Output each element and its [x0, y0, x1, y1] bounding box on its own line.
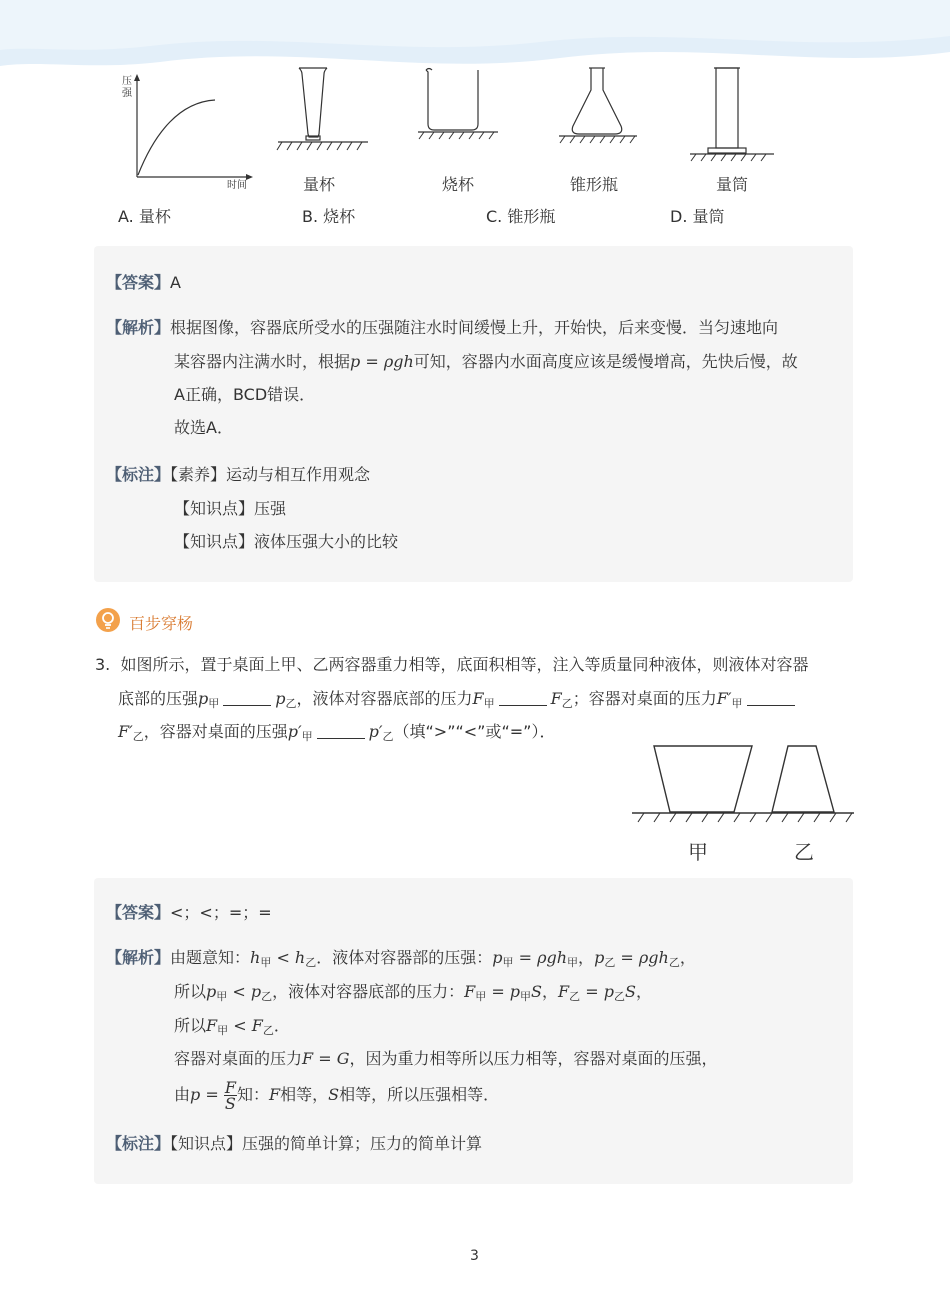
option-b: B. 烧杯	[302, 207, 356, 226]
note3-line-1: 【标注】【知识点】压强的简单计算；压力的简单计算	[106, 1134, 483, 1153]
option-d: D. 量筒	[670, 207, 725, 226]
caption-conical-flask: 锥形瓶	[570, 175, 619, 194]
caption-beaker: 烧杯	[442, 175, 475, 194]
answer-line: 【答案】A	[106, 273, 181, 292]
option-c: C. 锥形瓶	[486, 207, 556, 226]
note-line-3: 【知识点】液体压强大小的比较	[174, 532, 399, 551]
question-3-line-3: $F'_乙$，容器对桌面的压强$p'_甲$ $p'_乙$（填“>”“<”或“=”）．	[118, 722, 556, 743]
containers-figure	[630, 740, 856, 830]
analysis3-line-2: 所以$p_甲 < p_乙$，液体对容器底部的压力：$F_甲 = p_甲S$，$F_乙 = p_乙S$，	[174, 982, 652, 1003]
answer3-line: 【答案】<；<；=；=	[106, 903, 272, 922]
graph-x-label: 时间	[227, 180, 247, 191]
lightbulb-icon	[95, 607, 121, 633]
conical-flask-figure	[553, 64, 643, 144]
graduated-cylinder-figure	[686, 64, 778, 164]
graph-y-label: 压 强	[122, 76, 132, 99]
caption-graduated-cylinder: 量筒	[716, 175, 749, 194]
analysis3-line-1: 【解析】由题意知：$h_甲 < h_乙$．液体对容器部的压强：$p_甲 = \rho gh_甲$，$p_乙 = \rho gh_乙$，	[106, 948, 696, 969]
question-3-line-2: 底部的压强$p_甲$ $p_乙$，液体对容器底部的压力$F_甲$ $F_乙$；容器对桌面的压力$F'_甲$	[118, 688, 799, 715]
analysis3-line-4: 容器对桌面的压力F = G，因为重力相等所以压力相等，容器对桌面的压强，	[174, 1049, 718, 1068]
note-line-2: 【知识点】压强	[174, 499, 287, 518]
beaker-figure	[414, 64, 504, 144]
label-yi: 乙	[794, 840, 814, 864]
option-a: A. 量杯	[118, 207, 171, 226]
question-3-line-1: 3. 如图所示，置于桌面上甲、乙两容器重力相等，底面积相等，注入等质量同种液体，则液体对容器	[95, 655, 809, 674]
answer-panel-3	[94, 878, 853, 1184]
caption-measuring-cup: 量杯	[303, 175, 336, 194]
analysis-line-4: 故选A．	[174, 418, 233, 437]
answer-panel-1	[94, 246, 853, 582]
section-title: 百步穿杨	[129, 614, 194, 633]
analysis3-line-3: 所以$F_甲 < F_乙$．	[174, 1016, 290, 1037]
label-jia: 甲	[688, 840, 708, 864]
measuring-cup-figure	[272, 64, 372, 154]
analysis-line-1: 【解析】根据图像，容器底所受水的压强随注水时间缓慢上升，开始快，后来变慢．当匀速地向	[106, 318, 779, 337]
analysis3-line-5: 由p = $\frac{F}{S}$ 知：F相等，S相等，所以压强相等．	[174, 1078, 500, 1113]
analysis-line-3: A正确，BCD错误．	[174, 385, 316, 404]
analysis-line-2: 某容器内注满水时，根据p = ρgh可知，容器内水面高度应该是缓慢增高，先快后慢，故	[174, 352, 798, 371]
pressure-time-graph	[110, 72, 260, 192]
page-number: 3	[470, 1248, 479, 1264]
note-line-1: 【标注】【素养】运动与相互作用观念	[106, 465, 371, 484]
